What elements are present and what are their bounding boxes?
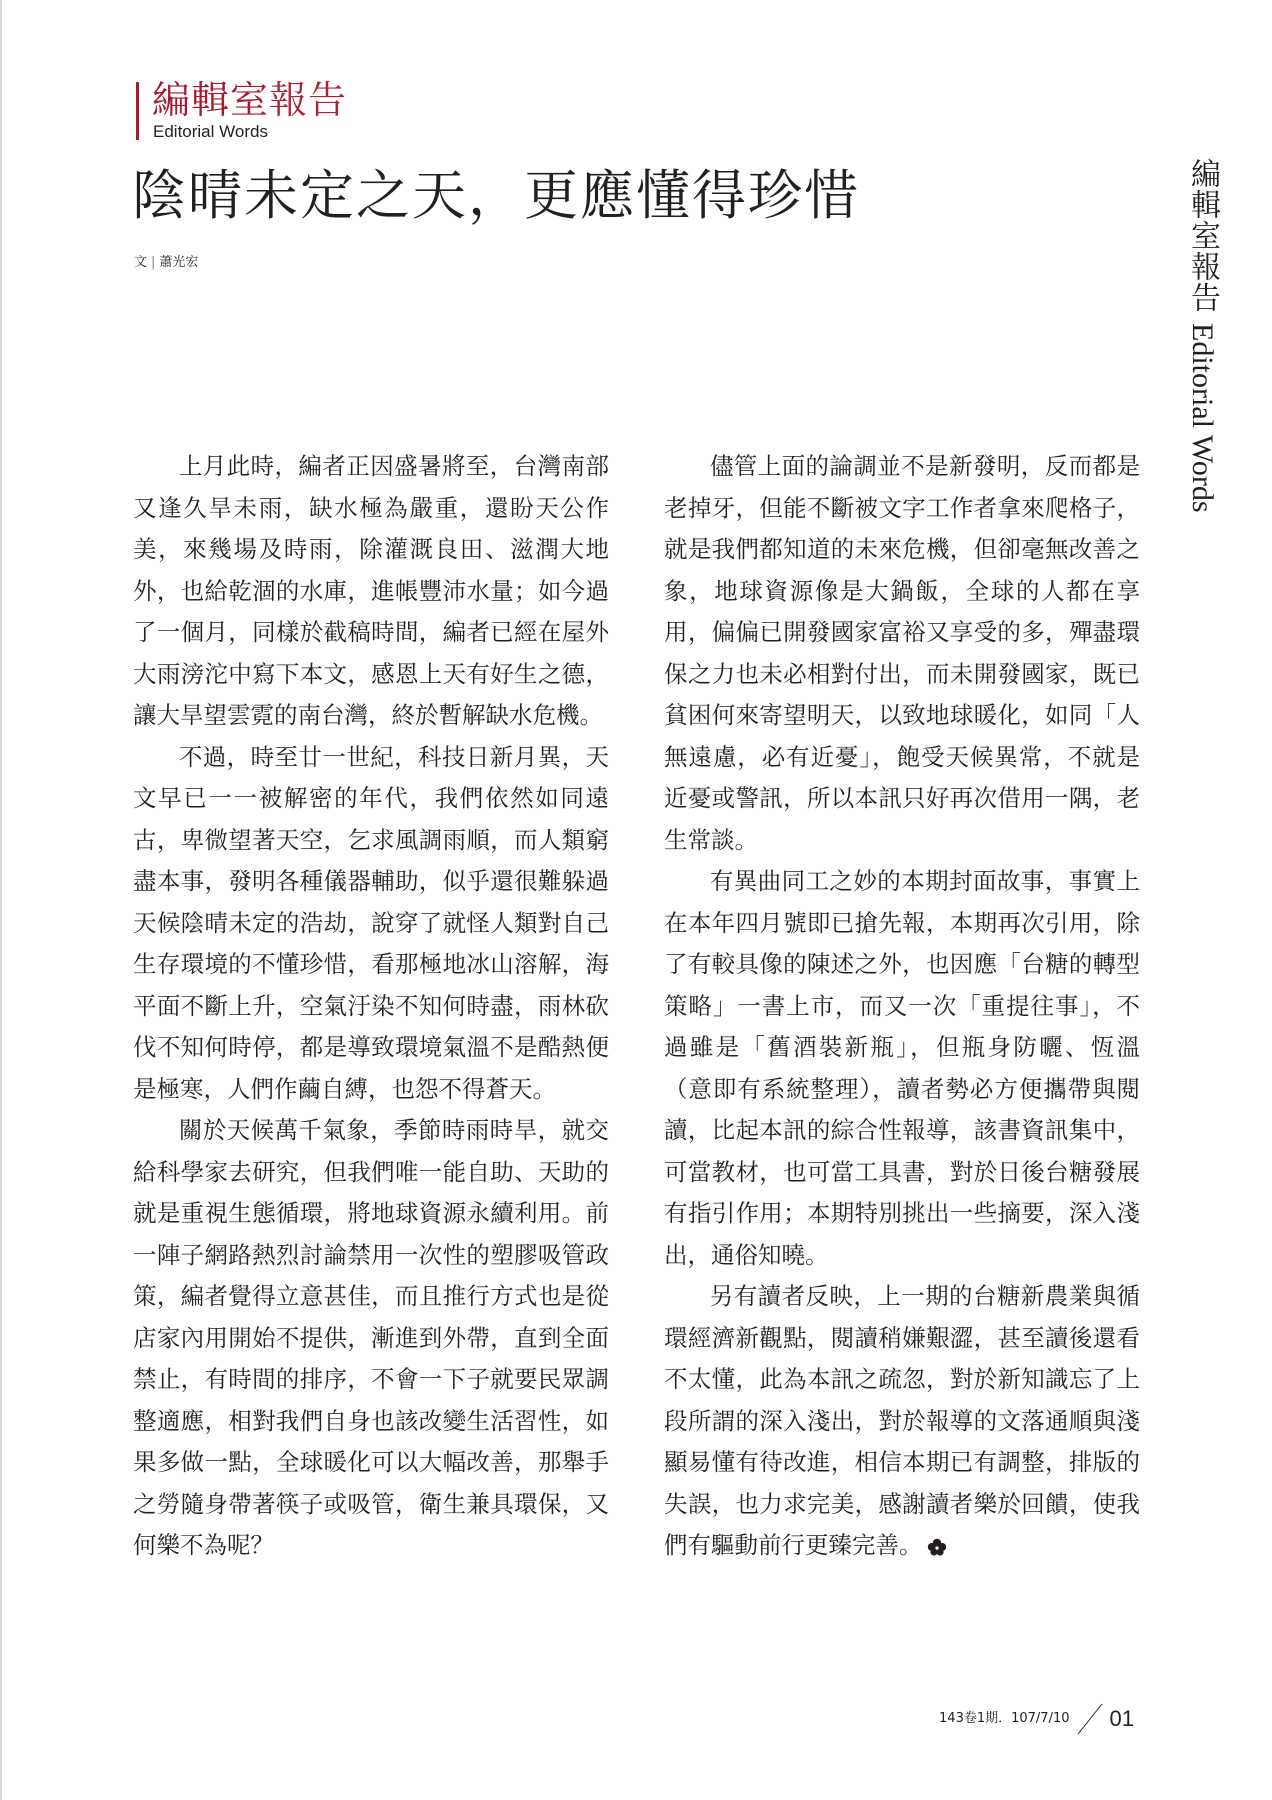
vertical-label-zh: 編輯室報告: [1185, 158, 1220, 313]
flower-icon: [927, 1538, 947, 1556]
byline-label: 文: [134, 255, 148, 270]
section-title: [152, 78, 347, 122]
section-title-accent: 編輯室: [152, 78, 270, 122]
paragraph-text: 另有讀者反映，上一期的台糖新農業與循環經濟新觀點，閱讀稍嫌艱澀，甚至讀後還看不太懂，此為本訊之疏忽，對於新知識忘了上段所謂的深入淺出，對於報導的文落通順與淺顯易懂有待改進，相信本期已有調整，排版的失誤，也力求完美，感謝讀者樂於回饋，使我們有驅動前行更臻完善。: [664, 1282, 1140, 1559]
byline-separator: |: [151, 255, 156, 270]
last-paragraph: [664, 1276, 1140, 1567]
section-subtitle: Editorial Words: [153, 122, 268, 141]
section-bar: [136, 82, 139, 140]
paragraph: 儘管上面的論調並不是新發明，反而都是老掉牙，但能不斷被文字工作者拿來爬格子，就是我們都知道的未來危機，但卻毫無改善之象，地球資源像是大鍋飯，全球的人都在享用，偏偏已開發國家富裕又享受的多，殫盡環保之力也未必相對付出，而未開發國家，既已貧困何來寄望明天，以致地球暖化，如同「人無遠慮，必有近憂」，飽受天候異常，不就是近憂或警訊，所以本訊只好再次借用一隅，老生常談。: [664, 452, 1140, 854]
section-title-rest: 報告: [269, 78, 348, 122]
byline-author: 蕭光宏: [159, 255, 199, 270]
page-edge: [0, 0, 2, 1800]
vertical-label-text: [1182, 158, 1222, 513]
vertical-section-label: [1182, 158, 1232, 518]
issue-info: 143卷1期．107/7/10: [939, 1711, 1070, 1726]
byline: [134, 254, 198, 272]
paragraph: 上月此時，編者正因盛暑將至，台灣南部又逢久旱未雨，缺水極為嚴重，還盼天公作美，來幾場及時雨，除灌溉良田、滋潤大地外，也給乾涸的水庫，進帳豐沛水量；如今過了一個月，同樣於截稿時間，編者已經在屋外大雨滂沱中寫下本文，感恩上天有好生之德，讓大旱望雲霓的南台灣，終於暫解缺水危機。: [133, 452, 609, 729]
vertical-label-en: Editorial Words: [1186, 323, 1219, 513]
paragraph: 關於天候萬千氣象，季節時雨時旱，就交給科學家去研究，但我們唯一能自助、天助的就是重視生態循環，將地球資源永續利用。前一陣子網路熱烈討論禁用一次性的塑膠吸管政策，編者覺得立意甚佳，而且推行方式也是從店家內用開始不提供，漸進到外帶，直到全面禁止，有時間的排序，不會一下子就要民眾調整適應，相對我們自身也該改變生活習性，如果多做一點，全球暖化可以大幅改善，那舉手之勞隨身帶著筷子或吸管，衛生兼具環保，又何樂不為呢？: [133, 1116, 609, 1559]
divider-slash: [1076, 1703, 1104, 1735]
paragraph: 有異曲同工之妙的本期封面故事，事實上在本年四月號即已搶先報，本期再次引用，除了有較具像的陳述之外，也因應「台糖的轉型策略」一書上市，而又一次「重提往事」，不過雖是「舊酒裝新瓶」，但瓶身防曬、恆溫（意即有系統整理），讀者勢必方便攜帶與閱讀，比起本訊的綜合性報導，該書資訊集中，可當教材，也可當工具書，對於日後台糖發展有指引作用；本期特別挑出一些摘要，深入淺出，通俗知曉。: [664, 867, 1140, 1269]
paragraph: 不過，時至廿一世紀，科技日新月異，天文早已一一被解密的年代，我們依然如同遠古，卑微望著天空，乞求風調雨順，而人類窮盡本事，發明各種儀器輔助，似乎還很難躲過天候陰晴未定的浩劫，說穿了就怪人類對自己生存環境的不懂珍惜，看那極地冰山溶解，海平面不斷上升，空氣汙染不知何時盡，雨林砍伐不知何時停，都是導致環境氣溫不是酷熱便是極寒，人們作繭自縛，也怨不得蒼天。: [133, 742, 609, 1103]
page-number: 01: [1109, 1706, 1134, 1731]
right-column: [664, 446, 1140, 1567]
left-column: [133, 446, 609, 1567]
page-footer: [939, 1703, 1134, 1735]
article-title: 陰晴未定之天，更應懂得珍惜: [132, 164, 860, 227]
